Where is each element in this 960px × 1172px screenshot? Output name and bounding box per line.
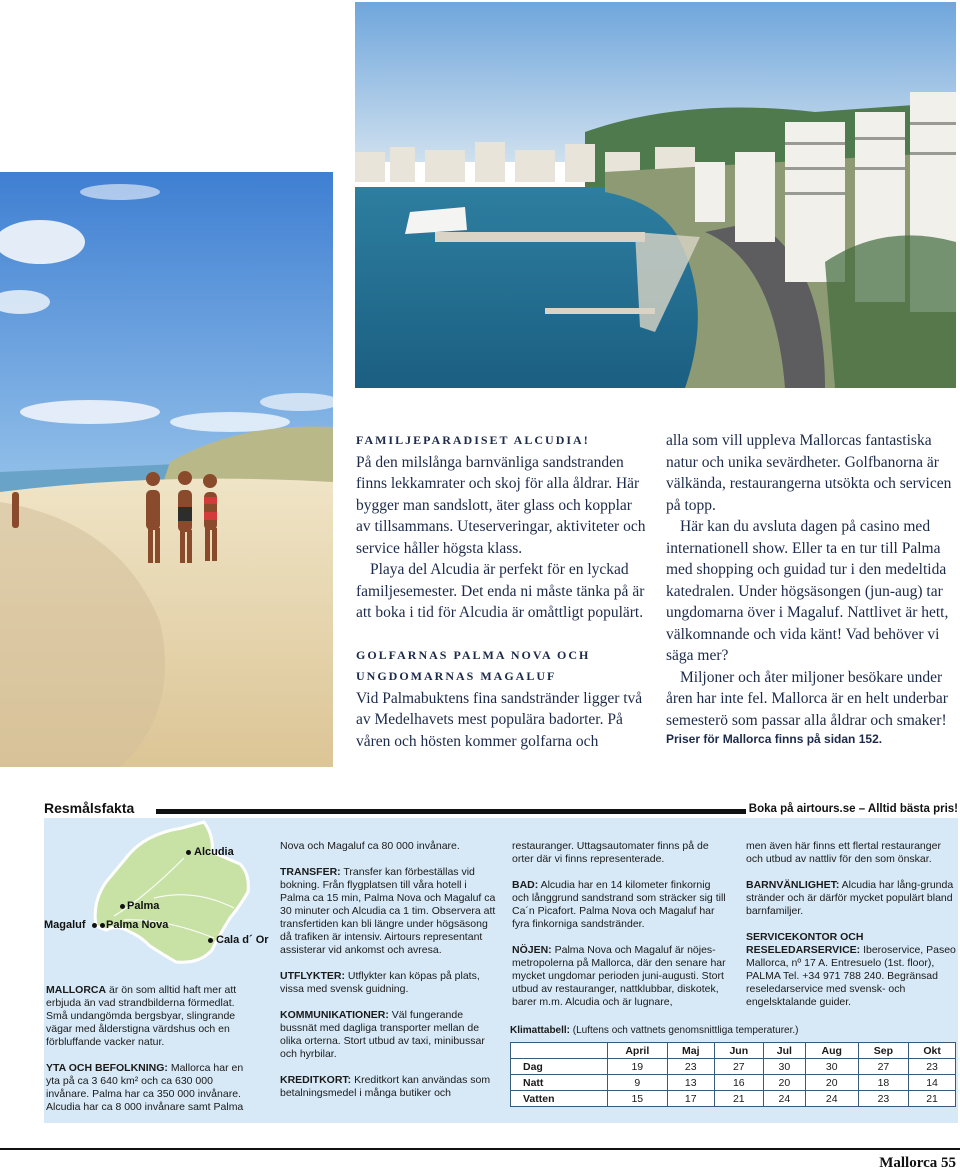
table-cell: 14: [909, 1075, 956, 1091]
fact-mallorca: MALLORCA är ön som alltid haft mer att erbjuda än vad strandbilderna förmedlat. Små undangömda bergsbyar, slingrande vägar med ålderstigna värdshus och en förbluffande vacker natur.: [46, 984, 237, 1048]
fact-service-office: SERVICEKONTOR OCH RESELEDARSERVICE: Iberoservice, Paseo Mallorca, nº 17 A. Entresuelo (1st. floor), PALMA Tel. +34 971 788 240. Begränsad reseledarservice med svensk- och engelsktalande guider.: [746, 931, 956, 1008]
table-cell: 23: [909, 1059, 956, 1075]
fact-excursions: UTFLYKTER: Utflykter kan köpas på plats, vissa med svensk guidning.: [280, 970, 480, 995]
month-header: Jun: [714, 1043, 763, 1059]
facts-column-2: [280, 840, 498, 1113]
table-cell: 9: [607, 1075, 667, 1091]
fact-area-population: YTA OCH BEFOLKNING: Mallorca har en yta på ca 3 640 km² och ca 630 000 invånare. Palma har ca 350 000 invånare. Alcudia har ca 8 000 invånare samt Palma: [46, 1062, 244, 1113]
table-cell: 13: [667, 1075, 714, 1091]
magaluf-dot: [92, 923, 97, 928]
table-cell: 20: [763, 1075, 805, 1091]
month-header: Jul: [763, 1043, 805, 1059]
fact-entertainment: NÖJEN: Palma Nova och Magaluf är nöjes-metropolerna på Mallorca, där den senare har mycket ungdomar perioden juni-augusti. Stort utbud av restauranger, nattklubbar, diskotek, barer m.m. Alcudia och är lugnare,: [512, 944, 726, 1008]
fact-transfer: TRANSFER: Transfer kan förbeställas vid bokning. Från flygplatsen till våra hotell i Palma ca 15 min, Palma Nova och Magaluf ca 30 minuter och Alcudia ca 1 tim. Observera att transfertiden kan bli längre under högsäsong då trafiken är intensiv. Airtours representant assisterar vid ankomst och avresa.: [280, 866, 496, 956]
facts-column-3: [512, 840, 730, 1022]
harbour-photo: [355, 2, 956, 388]
map-label-palma-nova: Palma Nova: [106, 919, 169, 931]
table-cell: 16: [714, 1075, 763, 1091]
heading-alcudia: FAMILJEPARADISET ALCUDIA!: [356, 433, 590, 447]
fact-entertainment-cont: men även här finns ett flertal restauranger och utbud av nattliv för den som önskar.: [746, 840, 941, 865]
fact-child-friendly: BARNVÄNLIGHET: Alcudia har lång-grunda stränder och är därför mycket populärt bland barnfamiljer.: [746, 879, 954, 917]
month-header: Maj: [667, 1043, 714, 1059]
paragraph-alcudia-2: Playa del Alcudia är perfekt för en lyckad familjesemester. Det enda ni måste tänka på är att boka i tid för Alcudia är omåttligt populärt.: [356, 561, 645, 621]
article-column-1: [356, 430, 646, 752]
table-cell: 17: [667, 1091, 714, 1107]
table-cell: 27: [714, 1059, 763, 1075]
paragraph-palmabukten: Vid Palmabuktens fina sandstränder ligger två av Medelhavets mest populära badorter. På våren och hösten kommer golfarna och: [356, 689, 643, 750]
table-row: [511, 1075, 956, 1091]
month-header: Aug: [805, 1043, 858, 1059]
article-column-2: [666, 430, 958, 747]
fact-population-cont: Nova och Magaluf ca 80 000 invånare.: [280, 840, 460, 852]
table-cell: 21: [909, 1091, 956, 1107]
fact-credit-card-cont: restauranger. Uttagsautomater finns på de orter där vi finns representerade.: [512, 840, 709, 865]
facts-header: [44, 800, 958, 816]
mallorca-map: [44, 818, 274, 978]
heading-palma-nova-magaluf: GOLFARNAS PALMA NOVA OCH UNGDOMARNAS MAGALUF: [356, 647, 591, 683]
table-row: [511, 1059, 956, 1075]
beach-photo: [0, 172, 333, 767]
table-cell: 30: [805, 1059, 858, 1075]
fact-beaches: BAD: Alcudia har en 14 kilometer finkornig och långgrund sandstrand som sträcker sig till Ca´n Picafort. Palma Nova och Magaluf har fyra finkorniga sandstränder.: [512, 879, 726, 930]
climate-corner-cell: [511, 1043, 608, 1059]
paragraph-nightlife: Här kan du avsluta dagen på casino med internationell show. Eller ta en tur till Palma med shopping och guidad tur i den medeltida katedralen. Under högsäsongen (jun-aug) tar ungdomarna över i Magaluf. Nattlivet är hett, välkomnande och vida känt! Vad behöver vi säga mer?: [666, 518, 949, 664]
map-label-magaluf: Magaluf: [44, 919, 86, 931]
map-label-alcudia: Alcudia: [194, 846, 234, 858]
table-row: [511, 1091, 956, 1107]
palma-dot: [120, 904, 125, 909]
facts-column-1: [46, 984, 256, 1127]
fact-credit-card: KREDITKORT: Kreditkort kan användas som betalningsmedel i många butiker och: [280, 1074, 491, 1099]
booking-tagline: Boka på airtours.se – Alltid bästa pris!: [748, 803, 958, 815]
island-shape: [44, 818, 274, 978]
palma-nova-dot: [100, 923, 105, 928]
month-header: Okt: [909, 1043, 956, 1059]
month-header: April: [607, 1043, 667, 1059]
table-cell: 23: [667, 1059, 714, 1075]
month-header: Sep: [858, 1043, 908, 1059]
page-folio: Mallorca 55: [879, 1155, 956, 1171]
table-cell: 30: [763, 1059, 805, 1075]
table-cell: 24: [763, 1091, 805, 1107]
climate-section: [510, 1024, 956, 1107]
alcudia-dot: [186, 850, 191, 855]
table-cell: 19: [607, 1059, 667, 1075]
climate-header-row: [511, 1043, 956, 1059]
table-cell: 15: [607, 1091, 667, 1107]
table-cell: 20: [805, 1075, 858, 1091]
paragraph-visitors: Miljoner och åter miljoner besökare under åren har inte fel. Mallorca är en helt underbar semesterö som passar alla åldrar och smaker!: [666, 668, 948, 729]
row-label: Vatten: [511, 1091, 608, 1107]
price-note: Priser för Mallorca finns på sidan 152.: [666, 732, 883, 746]
row-label: Natt: [511, 1075, 608, 1091]
footer-rule: [0, 1148, 960, 1150]
paragraph-golf: alla som vill uppleva Mallorcas fantastiska natur och unika sevärdheter. Golfbanorna är välkända, restaurangerna utsökta och servicen på topp.: [666, 432, 952, 514]
facts-column-4: [746, 840, 956, 1022]
table-cell: 18: [858, 1075, 908, 1091]
climate-table: [510, 1042, 956, 1107]
table-cell: 21: [714, 1091, 763, 1107]
cala-dor-dot: [208, 938, 213, 943]
row-label: Dag: [511, 1059, 608, 1075]
paragraph-alcudia-1: På den milslånga barnvänliga sandstranden finns lekkamrater och skoj för alla åldrar. Här bygger man sandslott, äter glass och kopplar av tillsammans. Uteserveringar, aktiviteter och service håller högsta klass.: [356, 453, 646, 557]
table-cell: 23: [858, 1091, 908, 1107]
table-cell: 27: [858, 1059, 908, 1075]
map-label-cala-dor: Cala d´ Or: [216, 934, 269, 946]
facts-title: Resmålsfakta: [44, 800, 138, 816]
fact-transport: KOMMUNIKATIONER: Väl fungerande bussnät med dagliga transporter mellan de olika orterna. Stort utbud av taxi, minibussar och hyrbilar.: [280, 1009, 485, 1060]
map-label-palma: Palma: [127, 900, 160, 912]
climate-caption: Klimattabell: (Luftens och vattnets genomsnittliga temperaturer.): [510, 1025, 799, 1036]
facts-header-rule: [156, 809, 746, 814]
table-cell: 24: [805, 1091, 858, 1107]
